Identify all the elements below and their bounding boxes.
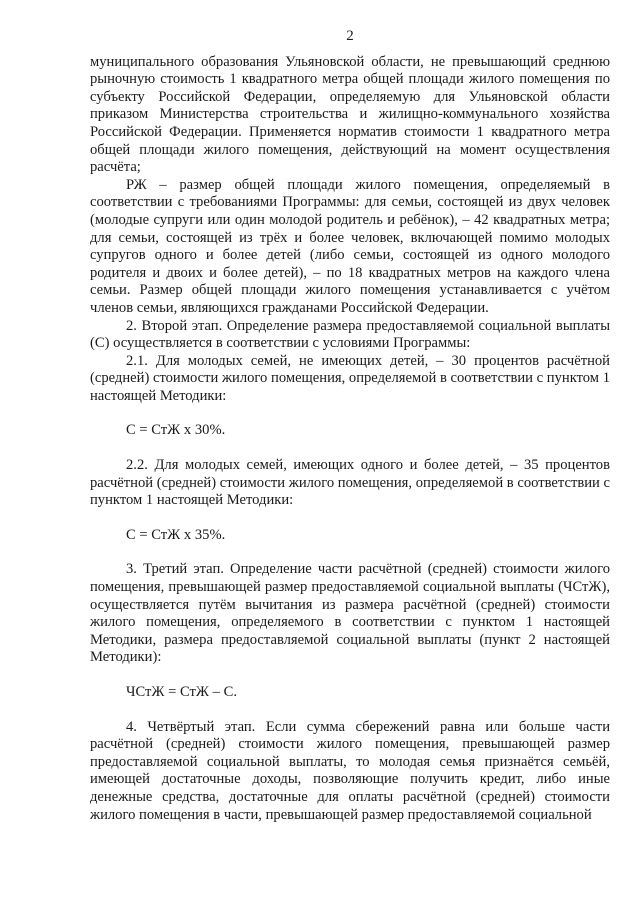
paragraph-rzh-definition: РЖ – размер общей площади жилого помещения, определяемый в соответствии с требованиями Программы: для семьи, состоящей из двух человек (молодые супруги или один молодой родитель и ребёнок), – 42 квадратных метра; для семьи, состоящей из трёх и более человек, включающей помимо молодых супругов одного и более детей (либо семьи, состоящей из одного молодого родителя и двоих и более детей), – по 18 квадратных метров на каждого члена семьи. Размер общей площади жилого помещения устанавливается с учётом членов семьи, являющихся гражданами Российской Федерации. — [90, 176, 610, 316]
document-page — [90, 28, 610, 824]
paragraph-stage-2-1: 2.1. Для молодых семей, не имеющих детей, – 30 процентов расчётной (средней) стоимости жилого помещения, определяемой в соответствии с пунктом 1 настоящей Методики: — [90, 352, 610, 404]
paragraph-stage-2-2: 2.2. Для молодых семей, имеющих одного и более детей, – 35 процентов расчётной (средней) стоимости жилого помещения, определяемой в соответствии с пунктом 1 настоящей Методики: — [90, 457, 610, 509]
formula-30-percent: С = СтЖ х 30%. — [126, 422, 226, 439]
paragraph-stage-3: 3. Третий этап. Определение части расчётной (средней) стоимости жилого помещения, превышающей размер предоставляемой социальной выплаты (ЧСтЖ), осуществляется путём вычитания из размера расчётной (средней) стоимости жилого помещения, определяемого в соответствии с пунктом 1 настоящей Методики, размера предоставляемой социальной выплаты (пункт 2 настоящей Методики): — [90, 561, 610, 666]
formula-35-percent: С = СтЖ х 35%. — [126, 526, 226, 543]
paragraph-stage-2: 2. Второй этап. Определение размера предоставляемой социальной выплаты (С) осуществляется в соответствии с условиями Программы: — [90, 317, 610, 352]
formula-chstzh: ЧСтЖ = СтЖ – С. — [126, 684, 237, 700]
paragraph-stage-4: 4. Четвёртый этап. Если сумма сбережений равна или больше части расчётной (средней) стоимости жилого помещения, превышающей размер предоставляемой социальной выплаты, то молодая семья признаётся семьёй, имеющей достаточные доходы, позволяющие получить кредит, либо иные денежные средства, достаточные для оплаты расчётной (средней) стоимости жилого помещения в части, превышающей размер предоставляемой социальной — [90, 718, 610, 823]
paragraph-continuation: муниципального образования Ульяновской области, не превышающий среднюю рыночную стоимость 1 квадратного метра общей площади жилого помещения по субъекту Российской Федерации, определяемую для Ульяновской области приказом Министерства строительства и жилищно-коммунального хозяйства Российской Федерации. Применяется норматив стоимости 1 квадратного метра общей площади жилого помещения, действующий на момент осуществления расчёта; — [90, 53, 610, 176]
page-number: 2 — [346, 28, 354, 44]
